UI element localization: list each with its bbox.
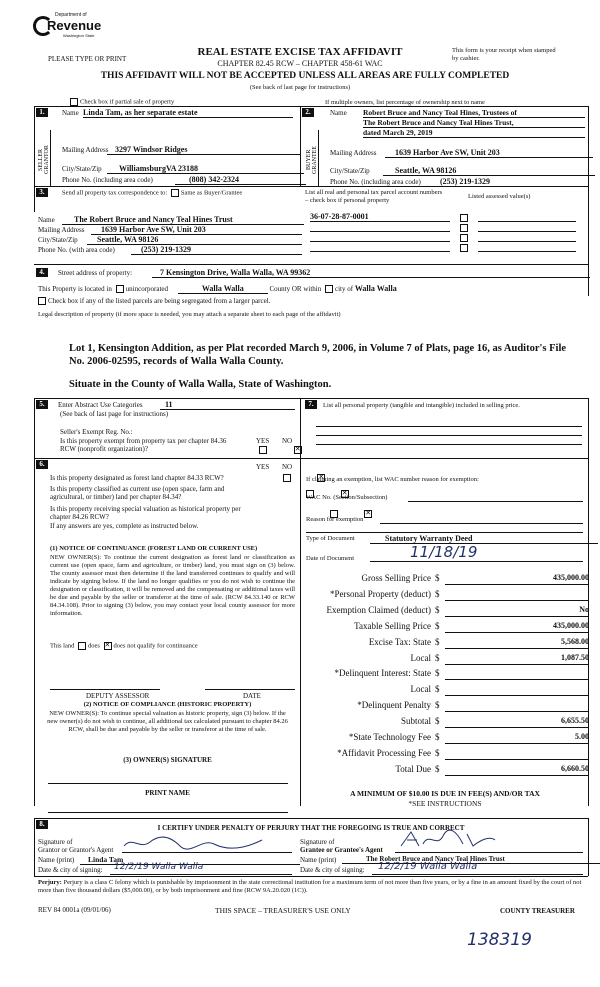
fee-row — [305, 667, 593, 681]
buyer-name-label: Name — [330, 109, 347, 117]
city-of-checkbox[interactable] — [325, 285, 333, 293]
s5-no-label: NO — [282, 437, 293, 445]
city-of-label: city of — [335, 285, 354, 293]
fee-currency: $ — [435, 684, 440, 695]
section-2-marker: 2. — [302, 108, 314, 117]
s6-yes-label: YES — [256, 463, 270, 471]
dor-logo — [33, 12, 103, 52]
fee-row — [305, 572, 593, 586]
logo-state: Washington State — [63, 33, 95, 38]
buyer-phone-label: Phone No. (including area code) — [330, 178, 421, 186]
fee-label: *Personal Property (deduct) — [330, 588, 431, 599]
grantor-name: Linda Tam — [80, 855, 300, 865]
buyer-city: Seattle, WA 98126 — [383, 166, 595, 176]
forest-yes-checkbox[interactable] — [283, 474, 291, 482]
fee-currency: $ — [435, 668, 440, 679]
abstract-note: (See back of last page for instructions) — [60, 410, 169, 418]
fee-label: *State Technology Fee — [348, 732, 431, 742]
receipt-note: This form is your receipt when stamped by cashier. — [452, 47, 556, 62]
s3-mailing: 1639 Harbor Ave SW, Unit 203 — [91, 225, 302, 235]
buyer-phone: (253) 219-1329 — [440, 177, 583, 187]
historic-question: Is this property receiving special valuation as historical property per chapter 84.26 RCW? — [50, 505, 241, 521]
section-3-marker: 3. — [36, 188, 48, 197]
fee-row — [305, 636, 593, 650]
fee-row — [305, 715, 593, 729]
section-8-marker: 8. — [36, 820, 48, 829]
seller-mailing: 3297 Windsor Ridges — [107, 145, 300, 155]
buyer-city-label: City/State/Zip — [330, 167, 370, 175]
owner-signature-label: (3) OWNER(S) SIGNATURE — [123, 756, 212, 764]
grantee-signature[interactable] — [395, 838, 583, 853]
exempt-yes-checkbox[interactable] — [259, 446, 267, 454]
segregated-row — [38, 297, 270, 305]
fee-row — [305, 731, 593, 745]
county-treasurer-label: COUNTY TREASURER — [500, 907, 575, 915]
fee-value[interactable] — [445, 668, 589, 680]
see-back-note: (See back of last page for instructions) — [249, 84, 351, 91]
doc-type-label: Type of Document — [306, 535, 355, 542]
segregated-label: Check box if any of the listed parcels are being segregated from a larger parcel. — [48, 297, 271, 305]
certify-statement: I CERTIFY UNDER PENALTY OF PERJURY THAT THE FOREGOING IS TRUE AND CORRECT — [157, 824, 465, 832]
fee-value[interactable]: 435,000.00 — [445, 573, 589, 585]
fee-currency: $ — [435, 588, 440, 599]
fee-row — [305, 620, 593, 634]
seller-phone-label: Phone No. (including area code) — [62, 176, 153, 184]
fee-label: Local — [410, 652, 431, 663]
minimum-fee-note: A MINIMUM OF $10.00 IS DUE IN FEE(S) AND/OR TAX — [350, 789, 540, 798]
fee-label: Gross Selling Price — [361, 573, 431, 583]
city-name: Walla Walla — [354, 284, 397, 293]
grantee-date-handwritten: 12/2/19 Walla Walla — [378, 861, 478, 872]
fee-row — [305, 763, 593, 777]
grantee-name-label: Name (print) — [300, 856, 337, 864]
doc-date-handwritten: 11/18/19 — [410, 543, 478, 561]
seller-city: WilliamsburgVA 23188 — [107, 164, 304, 174]
grantee-signature-scribble — [397, 830, 517, 850]
s6-note: If any answers are yes, complete as instructed below. — [50, 522, 199, 530]
located-label: This Property is located in — [38, 285, 112, 293]
fee-value[interactable]: 435,000.00 — [445, 621, 589, 633]
fee-currency: $ — [435, 604, 440, 615]
grantor-date-field — [110, 864, 292, 875]
same-as-buyer-checkbox[interactable] — [171, 189, 179, 197]
exempt-no-checkbox[interactable] — [294, 446, 302, 454]
date-label: DATE — [243, 692, 261, 700]
treasurer-use-label: THIS SPACE – TREASURER'S USE ONLY — [215, 906, 351, 915]
fee-label: Local — [410, 684, 431, 695]
buyer-mailing-label: Mailing Address — [330, 149, 377, 157]
seller-name: Linda Tam, as her separate estate — [83, 108, 293, 118]
does-not-label: does not qualify for continuance — [113, 642, 198, 650]
notice1-title: (1) NOTICE OF CONTINUANCE (FOREST LAND OR CURRENT USE) — [50, 545, 258, 552]
fee-value[interactable]: 6,660.50 — [445, 764, 589, 776]
fee-value[interactable]: 5,568.00 — [445, 637, 589, 649]
fee-currency: $ — [435, 732, 440, 742]
located-row — [38, 284, 397, 294]
fee-value[interactable]: 6,655.50 — [445, 716, 589, 728]
fee-currency: $ — [435, 573, 440, 583]
fee-row — [305, 699, 593, 713]
fee-label: Subtotal — [400, 716, 431, 727]
fee-value[interactable]: 1,087.50 — [445, 653, 589, 665]
fee-label: Taxable Selling Price — [354, 620, 431, 631]
fee-value[interactable] — [445, 684, 589, 696]
fee-label: *Affidavit Processing Fee — [337, 747, 431, 758]
legal-desc-label: Legal description of property (if more space is needed, you may attach a separate sheet to each page of the affidavit) — [38, 311, 341, 318]
wac-claim-label: If claiming an exemption, list WAC number reason for exemption: — [306, 476, 479, 483]
print-name-label: PRINT NAME — [145, 789, 190, 797]
fee-value[interactable]: No — [445, 605, 589, 617]
fee-value[interactable] — [445, 589, 589, 601]
fee-label: Total Due — [395, 763, 431, 774]
personal-property-label: List all personal property (tangible and intangible) included in selling price. — [323, 402, 520, 409]
abstract-value: 11 — [160, 400, 295, 410]
handwritten-number: 138319 — [467, 930, 532, 950]
reason-label: Reason for exemption — [306, 516, 364, 523]
exempt-reg-label: Seller's Exempt Reg. No.: — [60, 428, 133, 436]
perjury-label: Perjury: — [38, 879, 62, 886]
grantor-date-handwritten: 12/2/19 Walla Walla — [114, 862, 204, 872]
buyer-name-line2: The Robert Bruce and Nancy Teal Hines Trust, — [363, 118, 585, 128]
deputy-assessor-label: DEPUTY ASSESSOR — [86, 692, 150, 700]
section-6-marker: 6. — [36, 460, 48, 469]
fee-currency: $ — [435, 716, 440, 727]
unincorporated-label: unincorporated — [125, 285, 169, 293]
fee-currency: $ — [435, 620, 440, 631]
grantor-signature-scribble — [122, 834, 292, 852]
form-title: REAL ESTATE EXCISE TAX AFFIDAVIT — [197, 46, 403, 58]
form-subtitle: CHAPTER 82.45 RCW – CHAPTER 458-61 WAC — [217, 59, 383, 68]
wac-no-label: WAC No. (Section/Subsection) — [306, 494, 388, 501]
send-correspondence-label: Send all property tax correspondence to: — [62, 189, 168, 197]
s6-no-label: NO — [282, 463, 293, 471]
fee-row — [305, 747, 593, 761]
fee-label: *Delinquent Penalty — [357, 700, 431, 711]
fee-label: *Delinquent Interest: State — [334, 668, 431, 679]
doc-date-label: Date of Document — [306, 555, 355, 562]
fee-currency: $ — [435, 652, 440, 663]
s5-yes-label: YES — [256, 437, 270, 445]
parcel-personal-checkbox[interactable] — [460, 244, 468, 252]
current-use-question: Is this property classified as current use (open space, farm and agricultural, or timber) land per chapter 84.34? — [50, 485, 225, 501]
grantee-name: The Robert Bruce and Nancy Teal Hines Trust — [342, 855, 600, 864]
legal-description: Lot 1, Kensington Addition, as per Plat recorded March 9, 2006, in Volume 7 of Plats, page 16, as Auditor's File No. 2006-02595, records of Walla Walla County. — [69, 343, 567, 367]
buyer-side-label: BUYER GRANTEE — [306, 146, 318, 174]
s3-name: The Robert Bruce and Nancy Teal Hines Trust — [62, 215, 304, 225]
seller-city-label: City/State/Zip — [62, 165, 102, 173]
section-5-marker: 5. — [36, 400, 48, 409]
grantor-agent-label: Grantor or Grantor's Agent — [38, 846, 114, 854]
buyer-name-line1: Robert Bruce and Nancy Teal Hines, Trustees of — [363, 108, 585, 118]
notice2-title: (2) NOTICE OF COMPLIANCE (HISTORIC PROPERTY) — [83, 701, 252, 708]
fee-currency: $ — [435, 763, 440, 774]
buyer-mailing: 1639 Harbor Ave SW, Unit 203 — [385, 148, 593, 158]
doc-type: Statutory Warranty Deed — [370, 534, 598, 544]
section-4-marker: 4. — [36, 268, 48, 277]
this-land-label: This land — [50, 642, 75, 650]
county-or-label: County OR within — [269, 285, 322, 293]
s3-mailing-label: Mailing Address — [38, 226, 85, 234]
county-name: Walla Walla — [178, 284, 268, 294]
does-not-qualify-checkbox[interactable] — [104, 642, 112, 650]
fee-value[interactable] — [445, 700, 589, 712]
fee-label: Exemption Claimed (deduct) — [326, 604, 431, 615]
grantor-name-label: Name (print) — [38, 856, 75, 864]
fee-currency: $ — [435, 700, 440, 711]
partial-sale-checkbox[interactable] — [70, 98, 78, 106]
seller-phone: (808) 342-2324 — [175, 175, 306, 185]
fee-value[interactable] — [445, 748, 589, 760]
form-warning: THIS AFFIDAVIT WILL NOT BE ACCEPTED UNLESS ALL AREAS ARE FULLY COMPLETED — [100, 71, 510, 81]
grantee-sig-label: Signature of — [300, 838, 335, 846]
partial-sale-row — [70, 98, 174, 106]
fee-currency: $ — [435, 747, 440, 758]
s3-phone: (253) 219-1329 — [131, 245, 302, 255]
s3-city: Seattle, WA 98126 — [87, 235, 302, 245]
forest-question: Is this property designated as forest land chapter 84.33 RCW? — [50, 474, 224, 482]
perjury-text: Perjury is a class C felony which is punishable by imprisonment in the state correctional institution for a maximum term of not more than five years, or by a fine in an amount fixed by the court of not more than five thousand dollars ($5,000.00), or by both imprisonment and fine (RCW 9A.20.020 (1C)). — [38, 879, 582, 894]
send-correspondence-row — [62, 189, 242, 197]
segregated-checkbox[interactable] — [38, 297, 46, 305]
parcel-assessed-value — [478, 212, 576, 222]
parcel-number: 36-07-28-87-0001 — [310, 212, 450, 222]
continuance-row — [50, 642, 198, 650]
notice1-body: NEW OWNER(S): To continue the current designation as forest land or classification as current use (open space, farm and agriculture, or timber) land, you must sign on (3) below. The county assessor must then determine if the land transferred continues to qualify and will indicate by signing below. If the land no longer qualifies or you do not wish to continue the designation or classification, it will be removed and the compensating or additional taxes will be due and payable by the seller or transferor at the time of sale. (RCW 84.33.140 or RCW 84.34.108). Prior to signing (3) below, you may contact your local county assessor for more information. — [50, 554, 295, 617]
section-7-marker: 7. — [305, 400, 317, 409]
grantor-sig-label: Signature of — [38, 838, 73, 846]
street-address: 7 Kensington Drive, Walla Walla, WA 99362 — [152, 268, 590, 278]
multiple-owners-note: If multiple owners, list percentage of ownership next to name — [325, 99, 485, 106]
exempt-question: Is this property exempt from property tax per chapter 84.36 RCW (nonprofit organization)? — [60, 437, 227, 453]
perjury-notice — [38, 879, 588, 895]
street-label: Street address of property: — [58, 269, 133, 277]
s3-phone-label: Phone No. (with area code) — [38, 246, 115, 254]
fee-row — [305, 588, 593, 602]
does-qualify-checkbox[interactable] — [78, 642, 86, 650]
partial-sale-label: Check box if partial sale of property — [80, 98, 175, 106]
s3-name-label: Name — [38, 216, 55, 224]
logo-dept: Department of — [55, 12, 87, 18]
grantor-signature[interactable] — [122, 838, 292, 853]
abstract-label: Enter Abstract Use Categories — [58, 401, 143, 409]
assessed-header: Listed assessed value(s) — [468, 193, 531, 200]
fee-row — [305, 652, 593, 666]
fee-currency: $ — [435, 636, 440, 647]
doc-date — [370, 543, 583, 562]
s3-city-label: City/State/Zip — [38, 236, 78, 244]
notice2-body: NEW OWNER(S): To continue special valuation as historic property, sign (3) below. If the new owner(s) do not wish to continue, all additional tax calculated pursuant to chapter 84.26 RCW, shall be due and payable by the seller or transferor at the time of sale. — [47, 710, 288, 733]
fee-row — [305, 604, 593, 618]
historic-no-checkbox[interactable] — [364, 510, 372, 518]
parcel-list — [308, 212, 584, 252]
buyer-name-line3: dated March 29, 2019 — [363, 128, 585, 138]
section-1-marker: 1. — [36, 108, 48, 117]
fee-value[interactable]: 5.00 — [445, 732, 589, 744]
same-as-buyer-label: Same as Buyer/Grantee — [180, 189, 243, 197]
seller-side-label: SELLER GRANTOR — [38, 145, 50, 175]
does-label: does — [88, 642, 100, 650]
form-revision: REV 84 0001a (09/01/06) — [38, 906, 111, 914]
grantee-date-label: Date & city of signing: — [300, 866, 365, 874]
logo-name: Revenue — [47, 18, 102, 33]
parcel-header: List all real and personal tax parcel account numbers – check box if personal property — [305, 189, 443, 204]
fee-row — [305, 683, 593, 697]
legal-situate: Situate in the County of Walla Walla, State of Washington. — [69, 379, 332, 390]
grantor-date-label: Date & city of signing: — [38, 866, 103, 874]
seller-name-label: Name — [62, 109, 79, 117]
print-note: PLEASE TYPE OR PRINT — [48, 55, 127, 63]
grantee-date-field — [372, 861, 583, 875]
see-instructions-note: *SEE INSTRUCTIONS — [408, 799, 482, 808]
grantee-agent-label: Grantee or Grantee's Agent — [300, 846, 383, 854]
seller-mailing-label: Mailing Address — [62, 146, 109, 154]
unincorporated-checkbox[interactable] — [116, 285, 124, 293]
fee-label: Excise Tax: State — [368, 636, 431, 647]
